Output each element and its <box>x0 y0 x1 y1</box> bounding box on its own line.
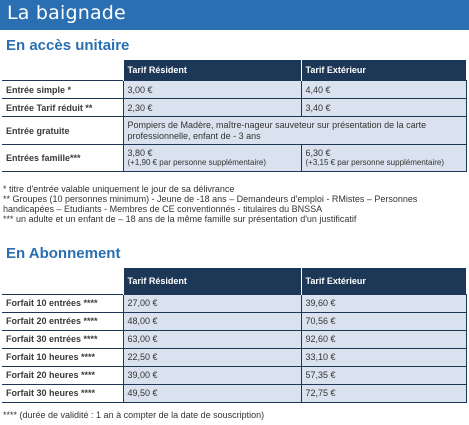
row-label: Entrée Tarif réduit ** <box>2 99 123 117</box>
row-label: Forfait 20 entrées **** <box>2 312 123 330</box>
table-row <box>2 366 466 384</box>
header-tarif-exterieur: Tarif Extérieur <box>301 268 466 294</box>
row-label: Forfait 30 heures **** <box>2 384 123 402</box>
price-exterieur: 57,35 € <box>301 366 466 384</box>
page-banner <box>0 0 469 30</box>
row-label: Entrée gratuite <box>2 117 123 145</box>
price-resident: 2,30 € <box>123 99 301 117</box>
header-tarif-resident: Tarif Résident <box>123 60 301 81</box>
price-exterieur: 70,56 € <box>301 312 466 330</box>
row-label: Forfait 10 entrées **** <box>2 294 123 312</box>
table-row <box>2 145 466 172</box>
price-exterieur: 4,40 € <box>301 81 466 99</box>
table-row <box>2 81 466 99</box>
table-row <box>2 348 466 366</box>
table-row <box>2 312 466 330</box>
row-label: Forfait 10 heures **** <box>2 348 123 366</box>
table-row <box>2 99 466 117</box>
price-exterieur-extra: (+3,15 € par personne supplémentaire) <box>305 158 445 167</box>
price-resident-extra: (+1,90 € par personne supplémentaire) <box>127 158 267 167</box>
table-header-row <box>2 60 466 81</box>
row-label: Entrée simple * <box>2 81 123 99</box>
price-exterieur: 3,40 € <box>301 99 466 117</box>
tarifs-unitaire-table <box>2 60 467 172</box>
price-resident: 3,00 € <box>123 81 301 99</box>
price-exterieur: 6,30 € <box>305 148 331 158</box>
table-row <box>2 330 466 348</box>
free-entry-note: Pompiers de Madère, maître-nageur sauveteur sur présentation de la carte professionnelle, enfant de - 3 ans <box>123 117 466 145</box>
header-tarif-exterieur: Tarif Extérieur <box>301 60 466 81</box>
header-blank-cell <box>2 268 123 294</box>
price-resident: 22,50 € <box>123 348 301 366</box>
table-row <box>2 294 466 312</box>
banner-title: La baignade <box>7 2 126 24</box>
price-resident-cell <box>123 145 301 172</box>
price-exterieur: 92,60 € <box>301 330 466 348</box>
price-resident: 63,00 € <box>123 330 301 348</box>
price-exterieur: 39,60 € <box>301 294 466 312</box>
price-exterieur: 33,10 € <box>301 348 466 366</box>
footnote: ** Groupes (10 personnes minimum) - Jeune de -18 ans – Demandeurs d'emploi - RMistes – Personnes handicapées – Etudiants - Membres de CE conventionnés - titulaires du BNSSA <box>3 194 418 214</box>
row-label: Forfait 30 entrées **** <box>2 330 123 348</box>
footnote: * titre d'entrée valable uniquement le jour de sa délivrance <box>3 184 235 194</box>
row-label: Forfait 20 heures **** <box>2 366 123 384</box>
footnote: *** un adulte et un enfant de – 18 ans de la même famille sur présentation d'un justificatif <box>3 214 357 224</box>
validity-note: **** (durée de validité : 1 an à compter de la date de souscription) <box>3 410 265 420</box>
header-tarif-resident: Tarif Résident <box>123 268 301 294</box>
table-header-row <box>2 268 466 294</box>
price-resident: 39,00 € <box>123 366 301 384</box>
footnotes <box>3 184 463 224</box>
tarifs-abonnement-table <box>2 268 467 403</box>
table-row <box>2 384 466 402</box>
price-resident: 27,00 € <box>123 294 301 312</box>
section-title-unitaire: En accès unitaire <box>6 37 130 54</box>
header-blank-cell <box>2 60 123 81</box>
price-resident: 49,50 € <box>123 384 301 402</box>
table-row <box>2 117 466 145</box>
price-exterieur-cell <box>301 145 466 172</box>
price-exterieur: 72,75 € <box>301 384 466 402</box>
price-resident: 3,80 € <box>127 148 153 158</box>
section-title-abonnement: En Abonnement <box>6 245 121 262</box>
row-label: Entrées famille*** <box>2 145 123 172</box>
price-resident: 48,00 € <box>123 312 301 330</box>
